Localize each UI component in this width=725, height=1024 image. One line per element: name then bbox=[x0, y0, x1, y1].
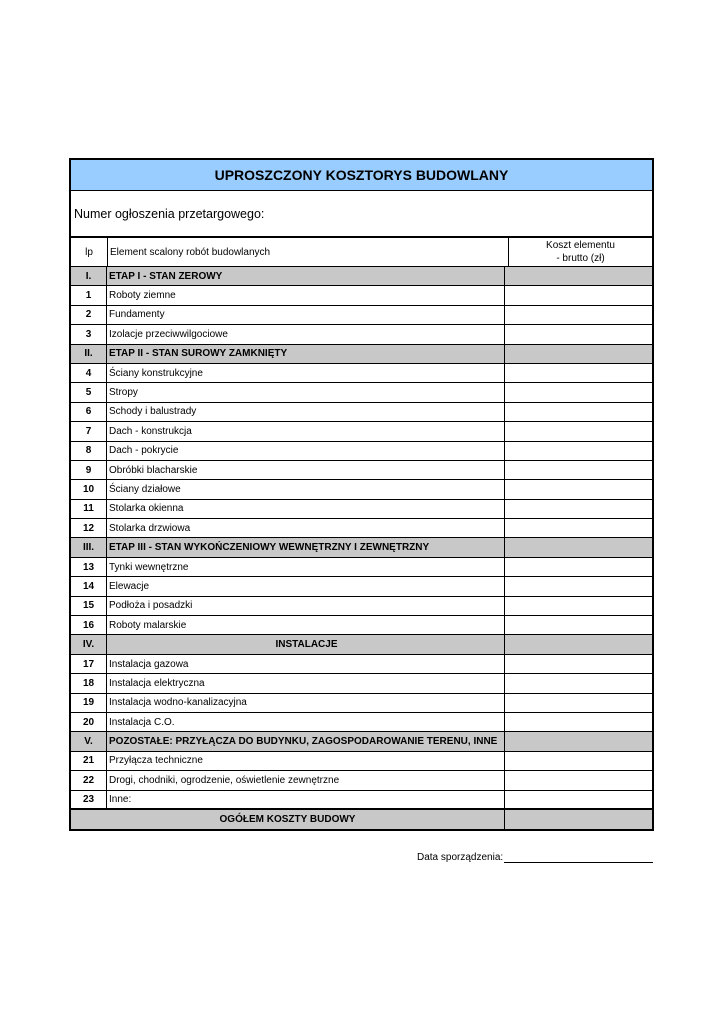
row-cost-cell[interactable] bbox=[505, 442, 652, 460]
row-element-name: Instalacja gazowa bbox=[107, 655, 505, 673]
total-row bbox=[71, 810, 652, 829]
row-cost-cell[interactable] bbox=[505, 674, 652, 692]
row-element-name: Ściany działowe bbox=[107, 480, 505, 498]
cost-estimate-sheet bbox=[69, 158, 654, 831]
stage-row bbox=[71, 732, 652, 751]
row-lp: III. bbox=[71, 538, 107, 556]
row-cost-cell[interactable] bbox=[505, 635, 652, 653]
row-lp: 4 bbox=[71, 364, 107, 382]
row-cost-cell[interactable] bbox=[505, 383, 652, 401]
row-element-name: Instalacja wodno-kanalizacyjna bbox=[107, 694, 505, 712]
sheet-title: UPROSZCZONY KOSZTORYS BUDOWLANY bbox=[71, 160, 652, 191]
row-cost-cell[interactable] bbox=[505, 655, 652, 673]
row-lp: 15 bbox=[71, 597, 107, 615]
total-label: OGÓŁEM KOSZTY BUDOWY bbox=[71, 810, 505, 829]
row-element-name: Stropy bbox=[107, 383, 505, 401]
table-row bbox=[71, 519, 652, 538]
row-cost-cell[interactable] bbox=[505, 791, 652, 808]
table-row bbox=[71, 713, 652, 732]
row-element-name: Elewacje bbox=[107, 577, 505, 595]
row-element-name: POZOSTAŁE: PRZYŁĄCZA DO BUDYNKU, ZAGOSPODAROWANIE TERENU, INNE bbox=[107, 732, 505, 750]
row-element-name: Instalacja elektryczna bbox=[107, 674, 505, 692]
header-element: Element scalony robót budowlanych bbox=[108, 238, 509, 266]
row-element-name: Schody i balustrady bbox=[107, 403, 505, 421]
row-element-name: ETAP II - STAN SUROWY ZAMKNIĘTY bbox=[107, 345, 505, 363]
row-element-name: Podłoża i posadzki bbox=[107, 597, 505, 615]
row-cost-cell[interactable] bbox=[505, 752, 652, 770]
row-element-name: Dach - pokrycie bbox=[107, 442, 505, 460]
row-lp: 17 bbox=[71, 655, 107, 673]
row-element-name: Tynki wewnętrzne bbox=[107, 558, 505, 576]
row-cost-cell[interactable] bbox=[505, 403, 652, 421]
row-lp: 10 bbox=[71, 480, 107, 498]
row-cost-cell[interactable] bbox=[505, 519, 652, 537]
row-lp: 20 bbox=[71, 713, 107, 731]
row-lp: 6 bbox=[71, 403, 107, 421]
row-cost-cell[interactable] bbox=[505, 267, 652, 285]
row-lp: 2 bbox=[71, 306, 107, 324]
row-cost-cell[interactable] bbox=[505, 306, 652, 324]
table-row bbox=[71, 655, 652, 674]
table-row bbox=[71, 616, 652, 635]
table-row bbox=[71, 752, 652, 771]
table-header bbox=[71, 238, 652, 267]
row-cost-cell[interactable] bbox=[505, 500, 652, 518]
row-lp: 7 bbox=[71, 422, 107, 440]
header-lp: lp bbox=[71, 238, 108, 266]
row-element-name: INSTALACJE bbox=[107, 635, 505, 653]
tender-notice-number[interactable] bbox=[71, 191, 652, 238]
total-value-cell[interactable] bbox=[505, 810, 652, 829]
table-row bbox=[71, 791, 652, 810]
row-element-name: Drogi, chodniki, ogrodzenie, oświetlenie zewnętrzne bbox=[107, 771, 505, 789]
row-element-name: Roboty malarskie bbox=[107, 616, 505, 634]
row-cost-cell[interactable] bbox=[505, 538, 652, 556]
date-input-line[interactable] bbox=[504, 850, 653, 863]
row-lp: 9 bbox=[71, 461, 107, 479]
row-element-name: ETAP I - STAN ZEROWY bbox=[107, 267, 505, 285]
table-row bbox=[71, 422, 652, 441]
table-row bbox=[71, 500, 652, 519]
table-row bbox=[71, 674, 652, 693]
row-element-name: Fundamenty bbox=[107, 306, 505, 324]
row-cost-cell[interactable] bbox=[505, 732, 652, 750]
table-row bbox=[71, 286, 652, 305]
row-element-name: Dach - konstrukcja bbox=[107, 422, 505, 440]
row-element-name: Instalacja C.O. bbox=[107, 713, 505, 731]
row-lp: IV. bbox=[71, 635, 107, 653]
row-cost-cell[interactable] bbox=[505, 694, 652, 712]
table-row bbox=[71, 480, 652, 499]
table-row bbox=[71, 577, 652, 596]
row-lp: 3 bbox=[71, 325, 107, 343]
row-lp: II. bbox=[71, 345, 107, 363]
table-row bbox=[71, 306, 652, 325]
row-element-name: Stolarka okienna bbox=[107, 500, 505, 518]
table-row bbox=[71, 694, 652, 713]
row-cost-cell[interactable] bbox=[505, 461, 652, 479]
table-row bbox=[71, 442, 652, 461]
row-cost-cell[interactable] bbox=[505, 771, 652, 789]
row-element-name: ETAP III - STAN WYKOŃCZENIOWY WEWNĘTRZNY I ZEWNĘTRZNY bbox=[107, 538, 505, 556]
row-lp: 14 bbox=[71, 577, 107, 595]
row-cost-cell[interactable] bbox=[505, 616, 652, 634]
row-lp: 11 bbox=[71, 500, 107, 518]
date-of-preparation bbox=[417, 850, 653, 863]
table-body bbox=[71, 267, 652, 810]
row-cost-cell[interactable] bbox=[505, 597, 652, 615]
table-row bbox=[71, 771, 652, 790]
header-cost-line2: - brutto (zł) bbox=[556, 253, 605, 264]
row-cost-cell[interactable] bbox=[505, 364, 652, 382]
row-lp: 23 bbox=[71, 791, 107, 808]
row-cost-cell[interactable] bbox=[505, 422, 652, 440]
row-lp: 13 bbox=[71, 558, 107, 576]
stage-row bbox=[71, 538, 652, 557]
row-cost-cell[interactable] bbox=[505, 286, 652, 304]
tender-notice-label: Numer ogłoszenia przetargowego: bbox=[74, 206, 265, 221]
row-cost-cell[interactable] bbox=[505, 577, 652, 595]
row-element-name: Obróbki blacharskie bbox=[107, 461, 505, 479]
row-lp: 18 bbox=[71, 674, 107, 692]
row-element-name: Stolarka drzwiowa bbox=[107, 519, 505, 537]
row-lp: 5 bbox=[71, 383, 107, 401]
row-lp: 8 bbox=[71, 442, 107, 460]
row-lp: 19 bbox=[71, 694, 107, 712]
row-cost-cell[interactable] bbox=[505, 558, 652, 576]
row-element-name: Inne: bbox=[107, 791, 505, 808]
header-cost bbox=[509, 238, 652, 266]
stage-row bbox=[71, 345, 652, 364]
table-row bbox=[71, 325, 652, 344]
date-label: Data sporządzenia: bbox=[417, 852, 504, 863]
row-cost-cell[interactable] bbox=[505, 713, 652, 731]
row-lp: 22 bbox=[71, 771, 107, 789]
table-row bbox=[71, 461, 652, 480]
row-element-name: Ściany konstrukcyjne bbox=[107, 364, 505, 382]
row-element-name: Przyłącza techniczne bbox=[107, 752, 505, 770]
row-cost-cell[interactable] bbox=[505, 325, 652, 343]
header-cost-line1: Koszt elementu bbox=[546, 240, 615, 251]
row-lp: 12 bbox=[71, 519, 107, 537]
row-lp: I. bbox=[71, 267, 107, 285]
row-cost-cell[interactable] bbox=[505, 345, 652, 363]
row-cost-cell[interactable] bbox=[505, 480, 652, 498]
table-row bbox=[71, 403, 652, 422]
table-row bbox=[71, 383, 652, 402]
table-row bbox=[71, 364, 652, 383]
row-element-name: Izolacje przeciwwilgociowe bbox=[107, 325, 505, 343]
table-row bbox=[71, 597, 652, 616]
table-row bbox=[71, 558, 652, 577]
row-element-name: Roboty ziemne bbox=[107, 286, 505, 304]
stage-row bbox=[71, 267, 652, 286]
row-lp: 16 bbox=[71, 616, 107, 634]
row-lp: 21 bbox=[71, 752, 107, 770]
stage-row bbox=[71, 635, 652, 654]
row-lp: V. bbox=[71, 732, 107, 750]
row-lp: 1 bbox=[71, 286, 107, 304]
